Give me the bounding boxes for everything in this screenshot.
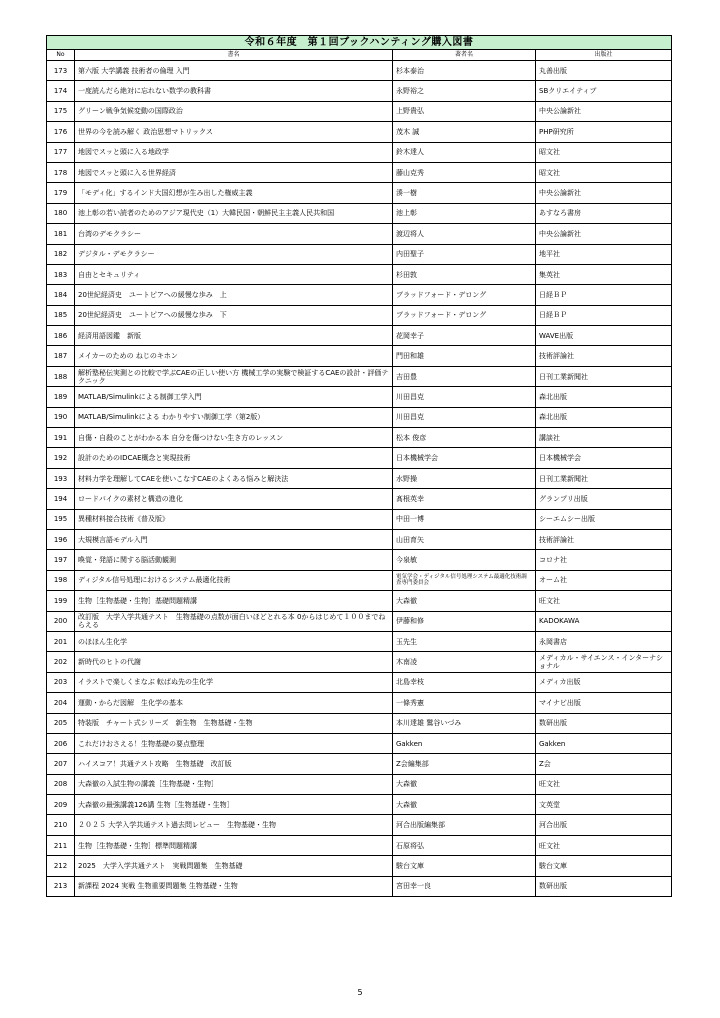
- table-row: [47, 448, 672, 468]
- cell-author: Z会編集部: [393, 754, 536, 774]
- table-row: [47, 183, 672, 203]
- cell-no: 184: [47, 285, 75, 305]
- table-row: [47, 224, 672, 244]
- cell-no: 173: [47, 61, 75, 81]
- cell-publisher: 駿台文庫: [536, 856, 672, 876]
- table-row: [47, 815, 672, 835]
- cell-no: 195: [47, 509, 75, 529]
- cell-publisher: 集英社: [536, 264, 672, 284]
- cell-title: 運動・からだ図解 生化学の基本: [75, 693, 393, 713]
- table-row: [47, 835, 672, 855]
- cell-publisher: SBクリエイティブ: [536, 81, 672, 101]
- table-row: [47, 203, 672, 223]
- cell-no: 181: [47, 224, 75, 244]
- table-row: [47, 856, 672, 876]
- cell-publisher: オーム社: [536, 570, 672, 590]
- cell-author: 駿台文庫: [393, 856, 536, 876]
- cell-title: 大森徹の入試生物の講義［生物基礎・生物］: [75, 774, 393, 794]
- cell-publisher: 地平社: [536, 244, 672, 264]
- table-row: [47, 81, 672, 101]
- cell-title: 池上彰の若い読者のためのアジア現代史（1）大韓民国・朝鮮民主主義人民共和国: [75, 203, 393, 223]
- table-row: [47, 591, 672, 611]
- cell-no: 208: [47, 774, 75, 794]
- cell-title: 材料力学を理解してCAEを使いこなすCAEのよくある悩みと解決法: [75, 468, 393, 488]
- cell-publisher: 丸善出版: [536, 61, 672, 81]
- col-header-no: No: [47, 50, 75, 61]
- cell-title: 一度読んだら絶対に忘れない数学の教科書: [75, 81, 393, 101]
- cell-publisher: 中央公論新社: [536, 183, 672, 203]
- table-row: [47, 550, 672, 570]
- cell-title: 改訂版 大学入学共通テスト 生物基礎の点数が面白いほどとれる本 0からはじめて１００までねらえる: [75, 611, 393, 631]
- cell-publisher: 日本機械学会: [536, 448, 672, 468]
- cell-publisher: シーエムシー出版: [536, 509, 672, 529]
- cell-publisher: 中央公論新社: [536, 224, 672, 244]
- cell-title: 大規模言語モデル入門: [75, 529, 393, 549]
- cell-title: 解析塾秘伝実測との比較で学ぶCAEの正しい使い方 機械工学の実験で検証するCAEの設計・評価テクニック: [75, 366, 393, 386]
- cell-author: 川田昌克: [393, 407, 536, 427]
- table-row: [47, 611, 672, 631]
- cell-publisher: 中央公論新社: [536, 101, 672, 121]
- table-row: [47, 326, 672, 346]
- cell-author: 湊一樹: [393, 183, 536, 203]
- title-row: [47, 36, 672, 50]
- cell-no: 200: [47, 611, 75, 631]
- cell-author: 鈴木達人: [393, 142, 536, 162]
- cell-publisher: 旺文社: [536, 591, 672, 611]
- cell-author: 吉田豊: [393, 366, 536, 386]
- cell-title: グリーン戦争気候変動の国際政治: [75, 101, 393, 121]
- cell-title: 設計のためのIDCAE概念と実現技術: [75, 448, 393, 468]
- cell-publisher: 日経ＢＰ: [536, 305, 672, 325]
- table-row: [47, 631, 672, 651]
- cell-author: 今泉敏: [393, 550, 536, 570]
- cell-publisher: KADOKAWA: [536, 611, 672, 631]
- cell-publisher: 技術評論社: [536, 346, 672, 366]
- cell-publisher: 数研出版: [536, 713, 672, 733]
- table-row: [47, 264, 672, 284]
- cell-author: Gakken: [393, 733, 536, 753]
- table-row: [47, 652, 672, 672]
- cell-author: 茂木 誠: [393, 122, 536, 142]
- cell-title: MATLAB/Simulinkによる わかりやすい制御工学（第2版）: [75, 407, 393, 427]
- cell-author: 花岡幸子: [393, 326, 536, 346]
- cell-no: 189: [47, 387, 75, 407]
- cell-publisher: 文英堂: [536, 795, 672, 815]
- table-row: [47, 142, 672, 162]
- cell-title: 新課程 2024 実戦 生物重要問題集 生物基礎・生物: [75, 876, 393, 896]
- cell-author: 渡辺将人: [393, 224, 536, 244]
- cell-title: イラストで楽しくまなぶ 転ばぬ先の生化学: [75, 672, 393, 692]
- cell-author: 石原将弘: [393, 835, 536, 855]
- cell-title: これだけおさえる！生物基礎の要点整理: [75, 733, 393, 753]
- cell-author: 上野貴弘: [393, 101, 536, 121]
- table-row: [47, 774, 672, 794]
- cell-publisher: グランプリ出版: [536, 489, 672, 509]
- cell-title: のほほん生化学: [75, 631, 393, 651]
- table-row: [47, 733, 672, 753]
- cell-publisher: 日刊工業新聞社: [536, 366, 672, 386]
- cell-no: 192: [47, 448, 75, 468]
- cell-no: 193: [47, 468, 75, 488]
- cell-title: ディジタル信号処理におけるシステム最適化技術: [75, 570, 393, 590]
- cell-no: 199: [47, 591, 75, 611]
- table-row: [47, 468, 672, 488]
- cell-no: 198: [47, 570, 75, 590]
- cell-author: 玉先生: [393, 631, 536, 651]
- cell-publisher: 永岡書店: [536, 631, 672, 651]
- cell-publisher: 昭文社: [536, 162, 672, 182]
- cell-no: 188: [47, 366, 75, 386]
- table-row: [47, 509, 672, 529]
- cell-title: 大森徹の最強講義126講 生物［生物基礎・生物］: [75, 795, 393, 815]
- cell-no: 177: [47, 142, 75, 162]
- cell-publisher: 技術評論社: [536, 529, 672, 549]
- cell-title: 自傷・自殺のことがわかる本 自分を傷つけない生き方のレッスン: [75, 428, 393, 448]
- book-table: [46, 35, 672, 897]
- cell-author: 北島幸枝: [393, 672, 536, 692]
- cell-author: 藤山克秀: [393, 162, 536, 182]
- cell-publisher: 河合出版: [536, 815, 672, 835]
- table-row: [47, 672, 672, 692]
- cell-author: ブラッドフォード・デロング: [393, 285, 536, 305]
- table-body: [47, 61, 672, 897]
- table-row: [47, 305, 672, 325]
- cell-no: 203: [47, 672, 75, 692]
- cell-no: 202: [47, 652, 75, 672]
- table-row: [47, 346, 672, 366]
- cell-author: 松本 俊彦: [393, 428, 536, 448]
- cell-author: 門田和雄: [393, 346, 536, 366]
- cell-title: 台湾のデモクラシー: [75, 224, 393, 244]
- cell-publisher: あすなろ書房: [536, 203, 672, 223]
- table-row: [47, 795, 672, 815]
- cell-no: 206: [47, 733, 75, 753]
- cell-no: 187: [47, 346, 75, 366]
- cell-author: 杉本泰治: [393, 61, 536, 81]
- table-row: [47, 61, 672, 81]
- cell-no: 178: [47, 162, 75, 182]
- cell-no: 190: [47, 407, 75, 427]
- cell-no: 213: [47, 876, 75, 896]
- cell-title: 生物［生物基礎・生物］標準問題精講: [75, 835, 393, 855]
- col-header-publisher: 出版社: [536, 50, 672, 61]
- cell-no: 182: [47, 244, 75, 264]
- cell-title: 地図でスッと頭に入る地政学: [75, 142, 393, 162]
- cell-publisher: メディカ出版: [536, 672, 672, 692]
- cell-title: メイカーのための ねじのキホン: [75, 346, 393, 366]
- cell-no: 185: [47, 305, 75, 325]
- cell-title: デジタル・デモクラシー: [75, 244, 393, 264]
- cell-publisher: 森北出版: [536, 407, 672, 427]
- table-row: [47, 529, 672, 549]
- table-row: [47, 101, 672, 121]
- col-header-author: 著者名: [393, 50, 536, 61]
- cell-no: 179: [47, 183, 75, 203]
- cell-publisher: WAVE出版: [536, 326, 672, 346]
- cell-title: 第六版 大学講義 技術者の倫理 入門: [75, 61, 393, 81]
- cell-author: 中田一博: [393, 509, 536, 529]
- cell-title: 生物［生物基礎・生物］基礎問題精講: [75, 591, 393, 611]
- cell-title: 「モディ化」するインド大国幻想が生み出した権威主義: [75, 183, 393, 203]
- col-header-title: 書名: [75, 50, 393, 61]
- cell-author: 髙根英幸: [393, 489, 536, 509]
- cell-author: 大森徹: [393, 795, 536, 815]
- page-number: 5: [357, 988, 363, 997]
- cell-no: 175: [47, 101, 75, 121]
- cell-publisher: メディカル・サイエンス・インターナショナル: [536, 652, 672, 672]
- cell-no: 209: [47, 795, 75, 815]
- cell-no: 210: [47, 815, 75, 835]
- table-row: [47, 387, 672, 407]
- cell-no: 196: [47, 529, 75, 549]
- cell-title: 世界の今を読み解く 政治思想マトリックス: [75, 122, 393, 142]
- cell-author: 電気学会・ディジタル信号処理システム最適化技術調査専門委員会: [393, 570, 536, 590]
- cell-no: 176: [47, 122, 75, 142]
- cell-author: 河合出版編集部: [393, 815, 536, 835]
- book-list-sheet: [46, 35, 671, 897]
- cell-no: 180: [47, 203, 75, 223]
- table-row: [47, 285, 672, 305]
- table-row: [47, 407, 672, 427]
- cell-author: 川田昌克: [393, 387, 536, 407]
- table-row: [47, 754, 672, 774]
- cell-publisher: マイナビ出版: [536, 693, 672, 713]
- cell-no: 197: [47, 550, 75, 570]
- cell-author: 一條秀憲: [393, 693, 536, 713]
- cell-author: 日本機械学会: [393, 448, 536, 468]
- cell-no: 204: [47, 693, 75, 713]
- cell-title: 経済用語図鑑 新版: [75, 326, 393, 346]
- cell-title: ハイスコア！共通テスト攻略 生物基礎 改訂版: [75, 754, 393, 774]
- page-title: 令和６年度 第１回ブックハンティング購入図書: [47, 36, 672, 50]
- table-row: [47, 428, 672, 448]
- cell-author: 山田育矢: [393, 529, 536, 549]
- cell-title: 2025 大学入学共通テスト 実戦問題集 生物基礎: [75, 856, 393, 876]
- cell-author: 杉田敦: [393, 264, 536, 284]
- cell-publisher: Gakken: [536, 733, 672, 753]
- cell-publisher: 旺文社: [536, 774, 672, 794]
- cell-publisher: 旺文社: [536, 835, 672, 855]
- cell-publisher: 数研出版: [536, 876, 672, 896]
- table-row: [47, 713, 672, 733]
- cell-publisher: 日刊工業新聞社: [536, 468, 672, 488]
- table-row: [47, 693, 672, 713]
- cell-no: 191: [47, 428, 75, 448]
- cell-author: 内田聖子: [393, 244, 536, 264]
- cell-no: 186: [47, 326, 75, 346]
- cell-author: ブラッドフォード・デロング: [393, 305, 536, 325]
- cell-title: 地図でスッと頭に入る世界経済: [75, 162, 393, 182]
- cell-no: 211: [47, 835, 75, 855]
- table-row: [47, 122, 672, 142]
- cell-title: 喚覚・発語に関する脳活動観測: [75, 550, 393, 570]
- cell-title: 自由とセキュリティ: [75, 264, 393, 284]
- table-row: [47, 244, 672, 264]
- cell-publisher: 昭文社: [536, 142, 672, 162]
- cell-publisher: コロナ社: [536, 550, 672, 570]
- cell-publisher: PHP研究所: [536, 122, 672, 142]
- cell-title: MATLAB/Simulinkによる制御工学入門: [75, 387, 393, 407]
- cell-author: 本川達雄 鷲谷いづみ: [393, 713, 536, 733]
- table-row: [47, 570, 672, 590]
- cell-no: 212: [47, 856, 75, 876]
- cell-no: 194: [47, 489, 75, 509]
- cell-no: 183: [47, 264, 75, 284]
- cell-title: 特装版 チャート式シリーズ 新生物 生物基礎・生物: [75, 713, 393, 733]
- cell-author: 宮田幸一良: [393, 876, 536, 896]
- cell-title: ２０２５ 大学入学共通テスト過去問レビュー 生物基礎・生物: [75, 815, 393, 835]
- header-row: [47, 50, 672, 61]
- cell-title: 20世紀経済史 ユートピアへの緩慢な歩み 上: [75, 285, 393, 305]
- cell-title: 20世紀経済史 ユートピアへの緩慢な歩み 下: [75, 305, 393, 325]
- cell-author: 伊藤和修: [393, 611, 536, 631]
- table-row: [47, 876, 672, 896]
- cell-author: 大森徹: [393, 774, 536, 794]
- cell-no: 174: [47, 81, 75, 101]
- cell-title: ロードバイクの素材と構造の進化: [75, 489, 393, 509]
- cell-publisher: Z会: [536, 754, 672, 774]
- table-row: [47, 366, 672, 386]
- cell-no: 205: [47, 713, 75, 733]
- cell-author: 池上彰: [393, 203, 536, 223]
- cell-author: 木南凌: [393, 652, 536, 672]
- cell-no: 207: [47, 754, 75, 774]
- cell-title: 新時代のヒトの代謝: [75, 652, 393, 672]
- cell-publisher: 森北出版: [536, 387, 672, 407]
- cell-author: 永野裕之: [393, 81, 536, 101]
- table-row: [47, 489, 672, 509]
- cell-publisher: 講談社: [536, 428, 672, 448]
- cell-author: 大森徹: [393, 591, 536, 611]
- table-row: [47, 162, 672, 182]
- cell-no: 201: [47, 631, 75, 651]
- cell-title: 異種材料接合技術《普及版》: [75, 509, 393, 529]
- cell-publisher: 日経ＢＰ: [536, 285, 672, 305]
- cell-author: 水野操: [393, 468, 536, 488]
